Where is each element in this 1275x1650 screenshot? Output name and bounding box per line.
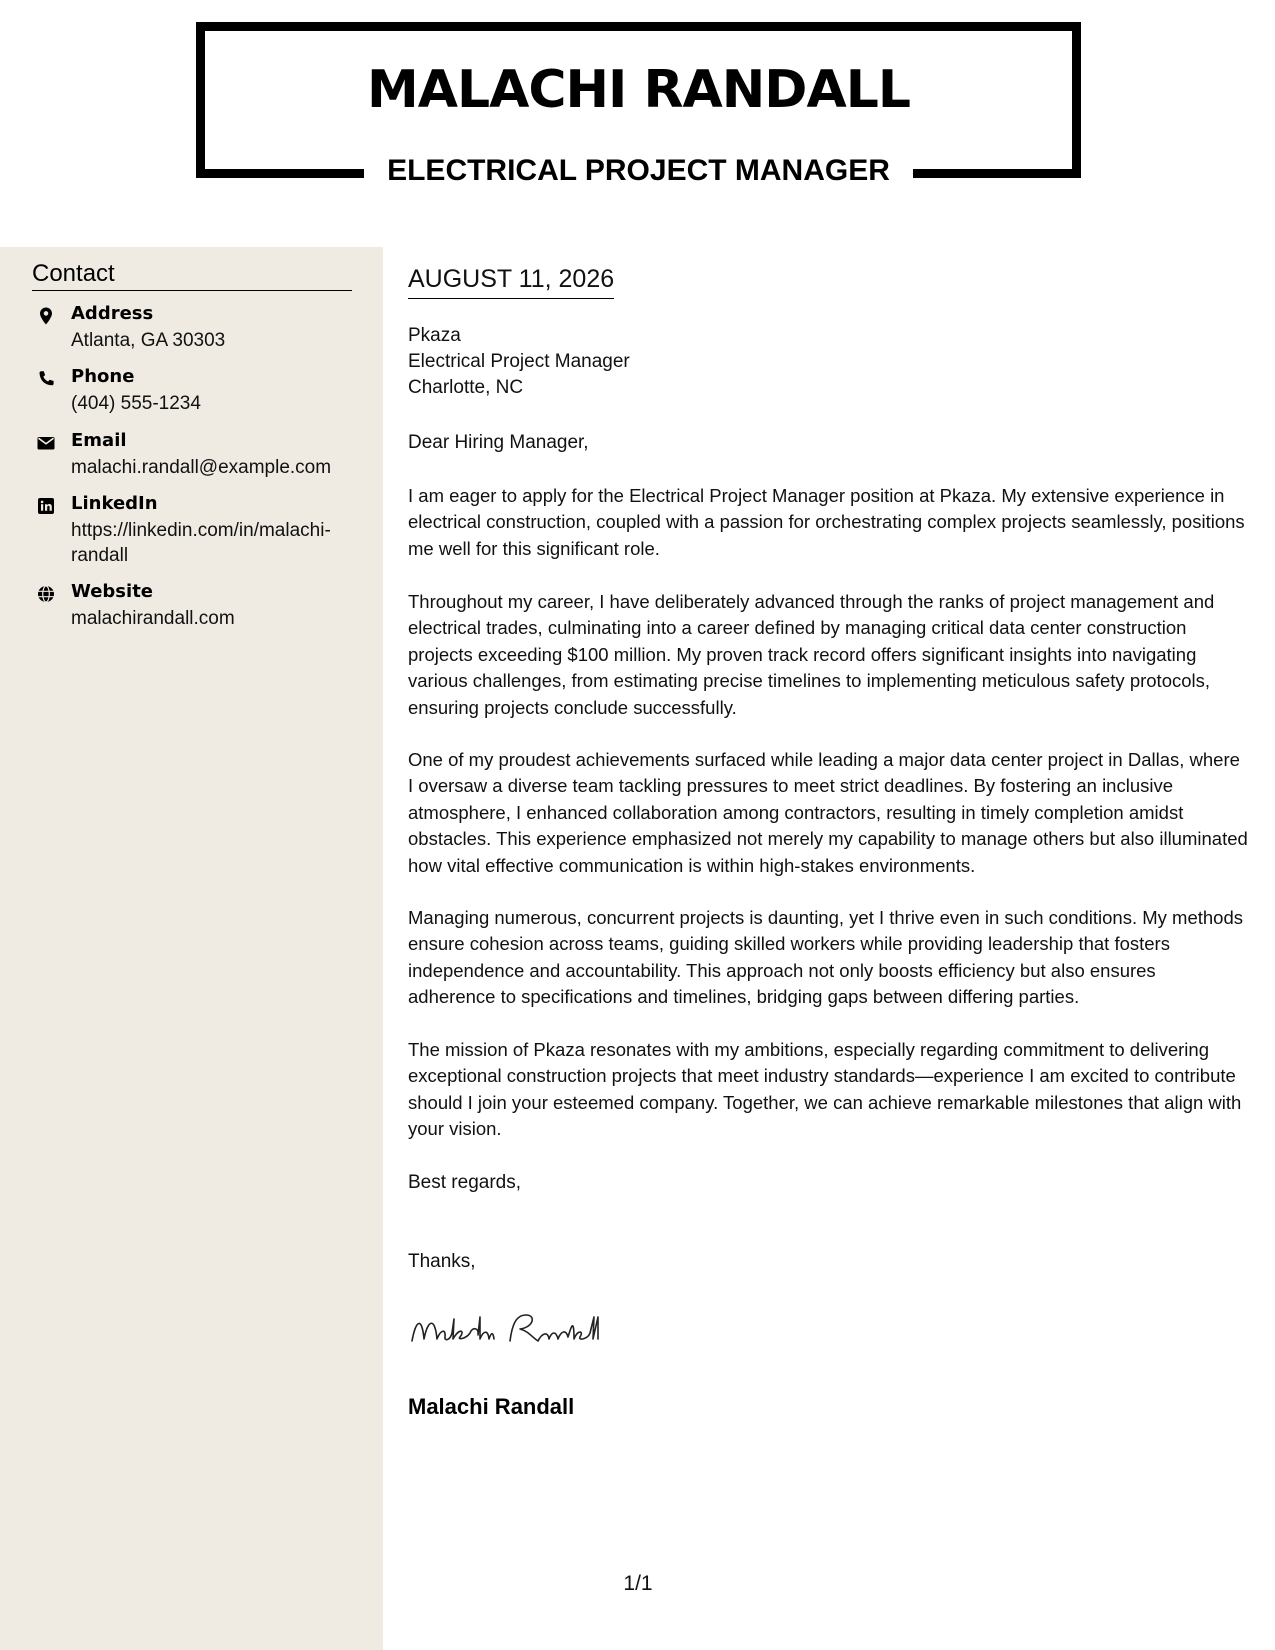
phone-icon bbox=[36, 369, 56, 389]
email-icon bbox=[36, 433, 56, 453]
contact-label: Website bbox=[71, 581, 154, 602]
contact-heading: Contact bbox=[32, 260, 352, 291]
applicant-name: MALACHI RANDALL bbox=[367, 60, 910, 120]
contact-label: Phone bbox=[71, 366, 135, 387]
header-frame-bottom-left bbox=[196, 169, 364, 178]
contact-value[interactable]: malachirandall.com bbox=[71, 608, 235, 629]
signed-name: Malachi Randall bbox=[408, 1394, 575, 1419]
contact-value: (404) 555-1234 bbox=[71, 393, 201, 414]
sign-off: Best regards, bbox=[408, 1172, 521, 1193]
contact-label: LinkedIn bbox=[71, 493, 158, 514]
letter-date: AUGUST 11, 2026 bbox=[408, 265, 614, 299]
contact-value: Atlanta, GA 30303 bbox=[71, 330, 226, 351]
location-pin-icon bbox=[36, 306, 56, 326]
body-paragraph: Managing numerous, concurrent projects is daunting, yet I thrive even in such conditions. My methods ensure cohesion across teams, guiding skilled workers while providing leadership that fosters independence and accountability. This approach not only boosts efficiency but also ensures adherence to specifications and timelines, bridging gaps between differing parties. bbox=[408, 907, 1243, 1008]
body-paragraph: The mission of Pkaza resonates with my ambitions, especially regarding commitment to delivering exceptional construction projects that meet industry standards—experience I am excited to contribute should I join your esteemed company. Together, we can achieve remarkable milestones that align with your vision. bbox=[408, 1039, 1242, 1140]
globe-icon bbox=[36, 584, 56, 604]
contact-sidebar bbox=[0, 247, 383, 1650]
contact-label: Email bbox=[71, 430, 127, 451]
contact-label: Address bbox=[71, 303, 154, 324]
handwritten-signature bbox=[408, 1305, 673, 1355]
thanks-line: Thanks, bbox=[408, 1251, 476, 1272]
body-paragraph: I am eager to apply for the Electrical Project Manager position at Pkaza. My extensive experience in electrical construction, coupled with a passion for orchestrating complex projects seamlessly, positions me well for this significant role. bbox=[408, 485, 1245, 559]
job-title: ELECTRICAL PROJECT MANAGER bbox=[387, 154, 890, 187]
linkedin-icon bbox=[36, 496, 56, 516]
header-frame-bottom-right bbox=[913, 169, 1081, 178]
recipient-block bbox=[408, 323, 630, 401]
salutation: Dear Hiring Manager, bbox=[408, 432, 589, 453]
body-paragraph: One of my proudest achievements surfaced while leading a major data center project in Dallas, where I oversaw a diverse team tackling pressures to meet strict deadlines. By fostering an inclusive atmosphere, I enhanced collaboration among contractors, resulting in timely completion amidst obstacles. This experience emphasized not merely my capability to manage others but also illuminated how vital effective communication is within high-stakes environments. bbox=[408, 749, 1248, 876]
contact-value[interactable]: malachi.randall@example.com bbox=[71, 457, 332, 478]
body-paragraph: Throughout my career, I have deliberately advanced through the ranks of project management and electrical trades, culminating into a career defined by managing critical data center construction projects exceeding $100 million. My proven track record offers significant insights into navigating various challenges, from estimating precise timelines to implementing meticulous safety protocols, ensuring projects conclude successfully. bbox=[408, 591, 1215, 718]
recipient-company: Pkaza bbox=[408, 325, 461, 346]
contact-value[interactable]: https://linkedin.com/in/malachi-randall bbox=[71, 520, 331, 566]
page-number: 1/1 bbox=[623, 1572, 653, 1595]
recipient-location: Charlotte, NC bbox=[408, 377, 524, 398]
recipient-position: Electrical Project Manager bbox=[408, 351, 630, 372]
